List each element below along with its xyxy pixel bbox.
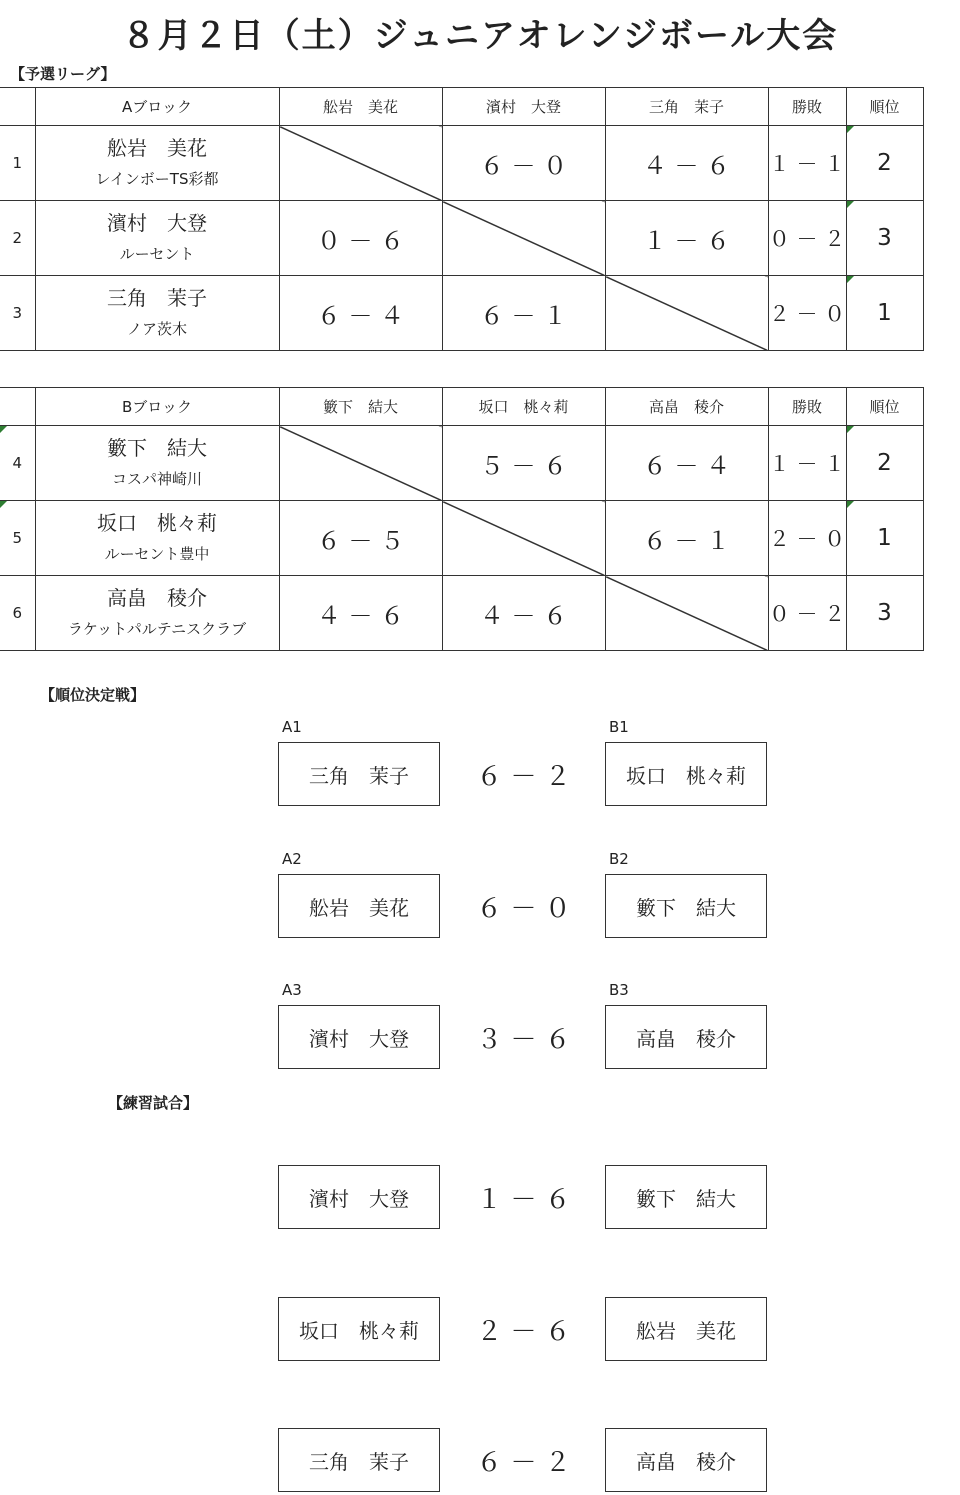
score-cell: ６ － ５ [279,501,442,576]
rank-value: 2 [877,150,892,176]
match-score: １ － ６ [476,1184,571,1215]
win-loss-cell: ２ － ０ [768,276,846,351]
table-row [0,126,923,201]
left-player-box: 坂口 桃々莉 [278,1297,440,1361]
score-cell: ６ － １ [605,501,768,576]
match-score: ２ － ６ [476,1316,571,1347]
block-a-table [0,87,924,351]
win-loss-cell: ０ － ２ [768,201,846,276]
cell-marker-icon [847,276,854,283]
win-loss-cell: ２ － ０ [768,501,846,576]
player-club: コスパ神崎川 [111,470,202,488]
self-match-cell [605,576,768,651]
player-name: 濱村 大登 [107,211,207,235]
self-match-cell [442,201,605,276]
right-player-box: 籔下 結大 [605,1165,767,1229]
self-match-cell [605,276,768,351]
match-score: ６ － ２ [476,1447,571,1478]
header-player-2: 坂口 桃々莉 [442,388,605,426]
row-number: 1 [0,126,35,201]
rank-value: 2 [877,450,892,476]
player-name: 籔下 結大 [107,436,207,460]
score-cell: ６ － １ [442,276,605,351]
win-loss-cell: １ － １ [768,126,846,201]
rank-value: 1 [877,300,892,326]
rank-value: 3 [877,225,892,251]
player-club: ルーセント [119,245,195,263]
self-match-cell [279,426,442,501]
header-player-1: 籔下 結大 [279,388,442,426]
player-cell [35,201,279,276]
table-header-row [0,388,923,426]
score-cell: ４ － ６ [605,126,768,201]
right-slot-label: B3 [609,981,629,999]
player-cell [35,126,279,201]
right-player-box: 籔下 結大 [605,874,767,938]
player-cell [35,501,279,576]
player-club: ノア茨木 [126,320,187,338]
rank-value: 1 [877,525,892,551]
right-player-box: 高畠 稜介 [605,1428,767,1492]
cell-marker-icon [847,126,854,133]
left-player-box: 三角 茉子 [278,1428,440,1492]
table-header-row [0,88,923,126]
placement-label: 【順位決定戦】 [40,686,146,704]
player-name: 高畠 稜介 [107,586,207,610]
left-player-box: 三角 茉子 [278,742,440,806]
player-club: ルーセント豊中 [104,545,210,563]
rank-cell [846,426,923,501]
row-number: 6 [0,576,35,651]
player-name: 三角 茉子 [107,286,207,310]
header-win-loss: 勝敗 [768,388,846,426]
block-b-table [0,387,924,651]
header-block-name: Bブロック [35,388,279,426]
header-rank: 順位 [846,388,923,426]
table-row [0,426,923,501]
rank-cell: 3 [846,576,923,651]
player-name: 坂口 桃々莉 [97,511,217,535]
left-slot-label: A1 [282,718,302,736]
practice-match [0,1165,960,1231]
table-row [0,201,923,276]
header-win-loss: 勝敗 [768,88,846,126]
header-player-3: 三角 茉子 [605,88,768,126]
left-player-box: 濱村 大登 [278,1005,440,1069]
cell-marker-icon [847,426,854,433]
header-blank [0,88,35,126]
header-player-3: 高畠 稜介 [605,388,768,426]
placement-match [0,981,960,1071]
rank-cell [846,201,923,276]
header-player-2: 濱村 大登 [442,88,605,126]
cell-marker-icon [847,501,854,508]
right-player-box: 舩岩 美花 [605,1297,767,1361]
score-cell: ５ － ６ [442,426,605,501]
header-blank [0,388,35,426]
row-number: 2 [0,201,35,276]
practice-match [0,1297,960,1363]
header-rank: 順位 [846,88,923,126]
score-cell: ６ － ４ [279,276,442,351]
placement-match [0,718,960,808]
left-player-box: 舩岩 美花 [278,874,440,938]
placement-match [0,850,960,940]
player-cell [35,276,279,351]
score-cell: １ － ６ [605,201,768,276]
score-cell: ４ － ６ [279,576,442,651]
cell-marker-icon [0,426,7,433]
left-slot-label: A2 [282,850,302,868]
practice-match [0,1428,960,1494]
table-row [0,576,923,651]
rank-cell [846,276,923,351]
left-slot-label: A3 [282,981,302,999]
player-club: ラケットパルテニスクラブ [67,620,247,638]
self-match-cell [279,126,442,201]
score-cell: ０ － ６ [279,201,442,276]
rank-cell [846,501,923,576]
right-player-box: 高畠 稜介 [605,1005,767,1069]
right-slot-label: B2 [609,850,629,868]
score-cell: ６ － ０ [442,126,605,201]
right-player-box: 坂口 桃々莉 [605,742,767,806]
rank-cell [846,126,923,201]
row-number-value: 4 [12,454,23,472]
left-player-box: 濱村 大登 [278,1165,440,1229]
self-match-cell [442,501,605,576]
win-loss-cell: ０ － ２ [768,576,846,651]
player-name: 舩岩 美花 [107,136,207,160]
table-row [0,276,923,351]
score-cell: ４ － ６ [442,576,605,651]
score-cell: ６ － ４ [605,426,768,501]
header-block-name: Aブロック [35,88,279,126]
row-number [0,426,35,501]
header-player-1: 舩岩 美花 [279,88,442,126]
player-club: レインボーTS彩都 [95,170,219,188]
row-number [0,501,35,576]
player-cell [35,576,279,651]
row-number: 3 [0,276,35,351]
player-cell [35,426,279,501]
match-score: ３ － ６ [476,1024,571,1055]
cell-marker-icon [847,201,854,208]
league-label: 【予選リーグ】 [10,65,116,83]
win-loss-cell: １ － １ [768,426,846,501]
practice-label: 【練習試合】 [108,1094,199,1112]
match-score: ６ － ０ [476,893,571,924]
right-slot-label: B1 [609,718,629,736]
table-row [0,501,923,576]
row-number-value: 5 [12,529,23,547]
match-score: ６ － ２ [476,761,571,792]
page-title: ８月２日（土）ジュニアオレンジボール大会 [121,16,839,56]
cell-marker-icon [0,501,7,508]
